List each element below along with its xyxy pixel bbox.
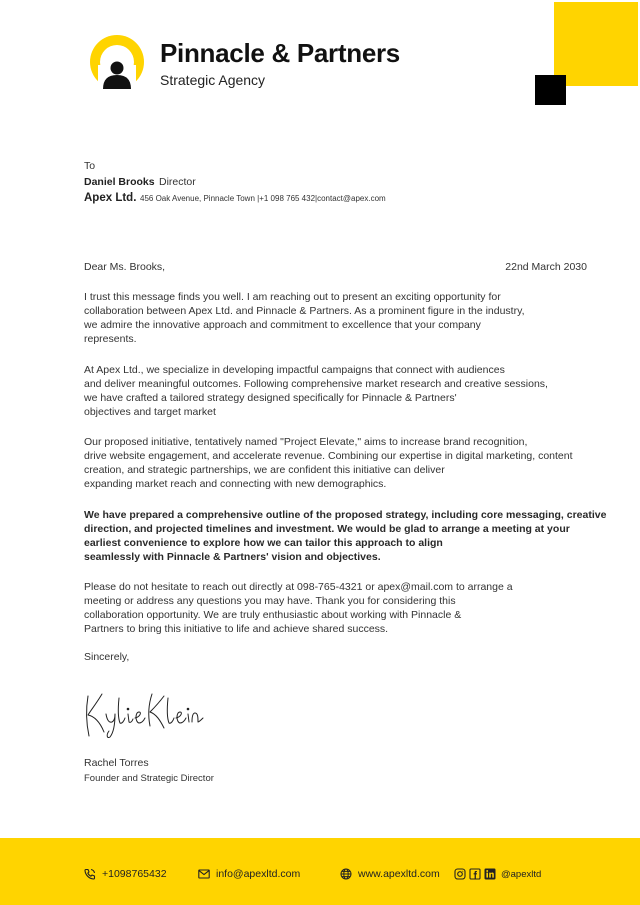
recipient-name: Daniel Brooks bbox=[84, 176, 155, 188]
paragraph-line: collaboration opportunity. We are truly enthusiastic about working with Pinnacle & bbox=[84, 609, 462, 621]
paragraph-line: we have crafted a tailored strategy designed specifically for Pinnacle & Partners' bbox=[84, 392, 457, 404]
linkedin-icon[interactable] bbox=[484, 868, 496, 880]
footer-email-text: info@apexltd.com bbox=[216, 868, 301, 880]
facebook-icon[interactable] bbox=[469, 868, 481, 880]
logo-icon bbox=[90, 35, 144, 89]
paragraph-line: seamlessly with Pinnacle & Partners' vision and objectives. bbox=[84, 551, 381, 563]
body-paragraph-5 bbox=[84, 580, 574, 636]
paragraph-line: represents. bbox=[84, 333, 137, 345]
paragraph-line: earliest convenience to explore how we can tailor this approach to align bbox=[84, 537, 443, 549]
paragraph-line: and deliver meaningful outcomes. Following comprehensive market research and creative sessions, bbox=[84, 378, 548, 390]
footer-phone-text: +1098765432 bbox=[102, 868, 167, 880]
company-name: Pinnacle & Partners bbox=[160, 38, 400, 68]
paragraph-line: Please do not hesitate to reach out directly at 098-765-4321 or apex@mail.com to arrange a bbox=[84, 581, 513, 593]
body-paragraph-4 bbox=[84, 508, 607, 564]
paragraph-line: Partners to bring this initiative to life and achieve shared success. bbox=[84, 623, 389, 635]
paragraph-line: Our proposed initiative, tentatively named "Project Elevate," aims to increase brand recognition, bbox=[84, 436, 528, 448]
paragraph-line: drive website engagement, and accelerate revenue. Combining our expertise in digital marketing, content bbox=[84, 450, 573, 462]
paragraph-line: creation, and strategic partnerships, we are confident this initiative can deliver bbox=[84, 464, 445, 476]
signer-title: Founder and Strategic Director bbox=[84, 773, 214, 784]
to-label: To bbox=[84, 160, 96, 172]
paragraph-line: expanding market reach and connecting with new demographics. bbox=[84, 478, 387, 490]
footer-website[interactable] bbox=[340, 867, 440, 881]
closing: Sincerely, bbox=[84, 651, 130, 663]
recipient-company: Apex Ltd. bbox=[84, 192, 137, 204]
body-paragraph-3 bbox=[84, 435, 574, 491]
decorative-yellow-square bbox=[554, 2, 638, 86]
mail-icon bbox=[198, 869, 210, 879]
paragraph-line: meeting or address any questions you may have. Thank you for considering this bbox=[84, 595, 456, 607]
footer-bar bbox=[0, 838, 640, 905]
paragraph-line: we admire the innovative approach and commitment to excellence that your company bbox=[84, 319, 481, 331]
paragraph-line: collaboration between Apex Ltd. and Pinnacle & Partners. As a prominent figure in the industry, bbox=[84, 305, 525, 317]
footer-email[interactable] bbox=[198, 867, 300, 881]
globe-icon bbox=[340, 868, 352, 880]
paragraph-line: At Apex Ltd., we specialize in developing impactful campaigns that connect with audiences bbox=[84, 364, 505, 376]
salutation: Dear Ms. Brooks, bbox=[84, 261, 166, 273]
recipient-title: Director bbox=[159, 176, 196, 188]
footer-website-text: www.apexltd.com bbox=[358, 868, 440, 880]
letter-date: 22nd March 2030 bbox=[505, 261, 587, 273]
instagram-icon[interactable] bbox=[454, 868, 466, 880]
decorative-black-square bbox=[535, 75, 566, 105]
paragraph-line: objectives and target market bbox=[84, 406, 216, 418]
paragraph-line: direction, and projected timelines and investment. We would be glad to arrange a meeting at your bbox=[84, 523, 570, 535]
signer-name: Rachel Torres bbox=[84, 757, 149, 769]
handwritten-signature bbox=[82, 688, 207, 740]
footer-phone[interactable] bbox=[84, 867, 167, 881]
recipient-address: 456 Oak Avenue, Pinnacle Town |+1 098 765 432|contact@apex.com bbox=[140, 194, 386, 203]
body-paragraph-1 bbox=[84, 290, 574, 346]
footer-social-handle: @apexltd bbox=[501, 868, 542, 880]
company-tagline: Strategic Agency bbox=[160, 72, 266, 88]
body-paragraph-2 bbox=[84, 363, 574, 419]
footer-social[interactable] bbox=[454, 867, 541, 881]
paragraph-line: We have prepared a comprehensive outline of the proposed strategy, including core messaging, creative bbox=[84, 509, 607, 521]
phone-icon bbox=[84, 868, 96, 880]
paragraph-line: I trust this message finds you well. I am reaching out to present an exciting opportunity for bbox=[84, 291, 501, 303]
